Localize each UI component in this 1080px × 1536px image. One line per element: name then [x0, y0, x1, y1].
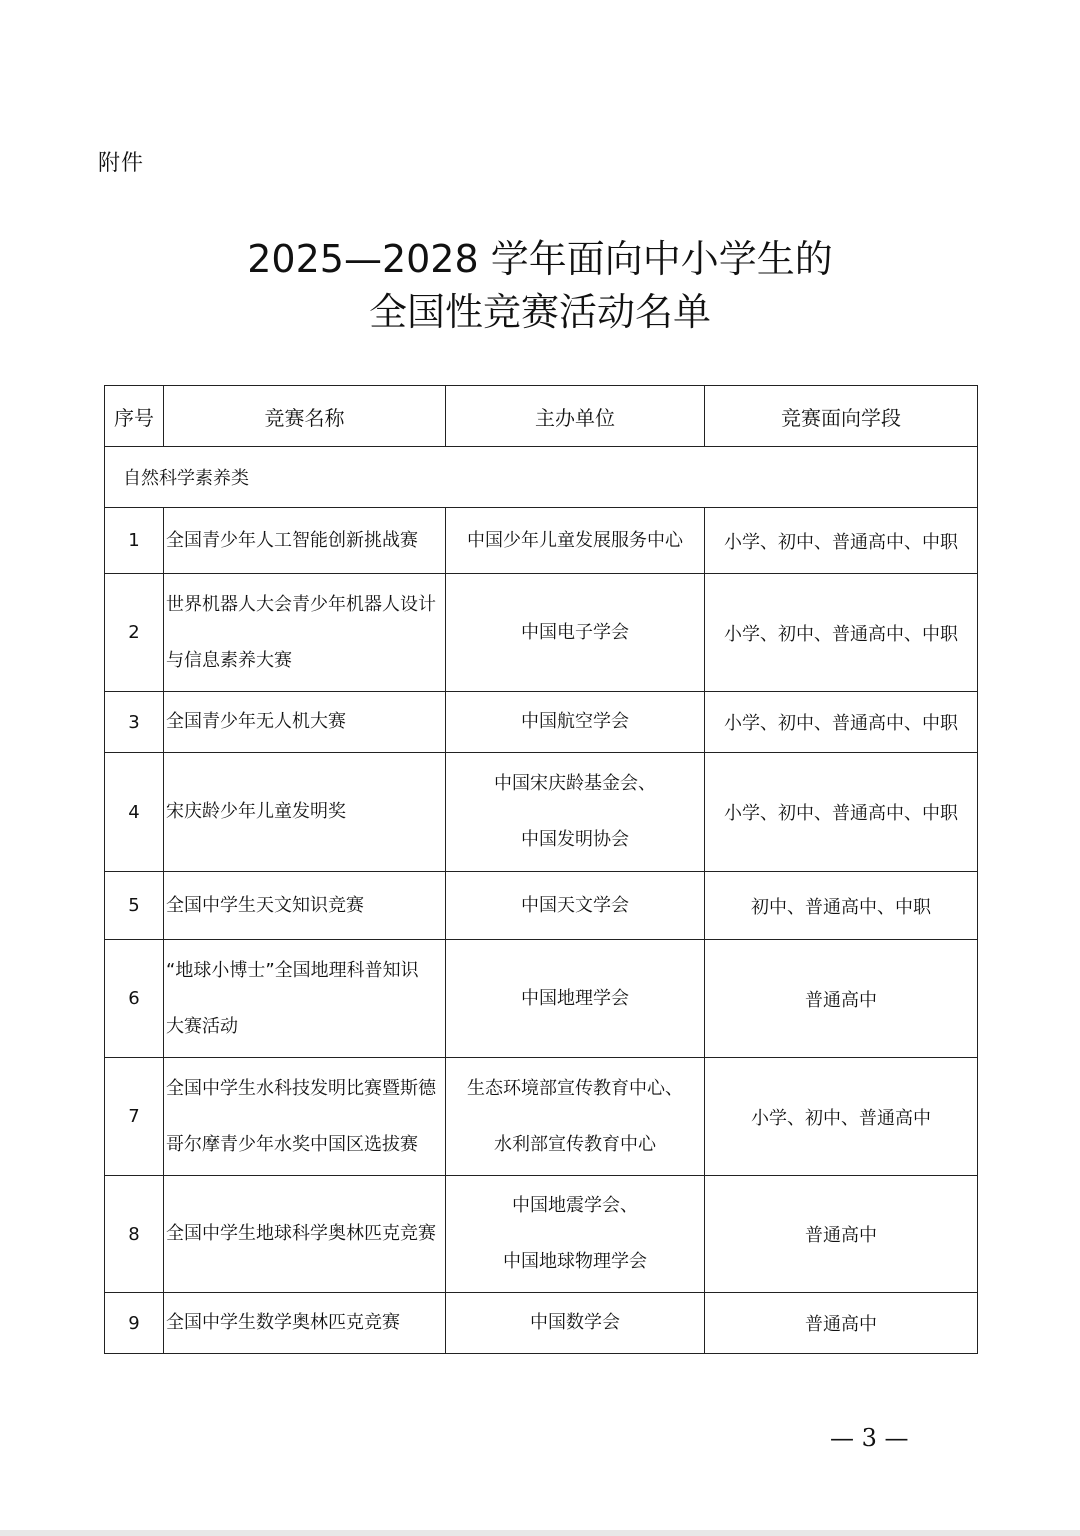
organizer: 中国地震学会、 中国地球物理学会 — [446, 1176, 705, 1293]
row-no: 7 — [105, 1058, 164, 1176]
table-row — [105, 1058, 978, 1176]
school-stage: 普通高中 — [705, 1293, 978, 1354]
competition-name: 全国中学生地球科学奥林匹克竞赛 — [164, 1176, 446, 1293]
organizer: 中国航空学会 — [446, 692, 705, 753]
header-no: 序号 — [105, 386, 164, 447]
school-stage: 初中、普通高中、中职 — [705, 872, 978, 940]
row-no: 3 — [105, 692, 164, 753]
school-stage: 普通高中 — [705, 1176, 978, 1293]
row-no: 1 — [105, 508, 164, 574]
table-row — [105, 872, 978, 940]
table-row — [105, 1293, 978, 1354]
document-title-line-1: 2025—2028 学年面向中小学生的 — [247, 237, 833, 281]
header-name: 竞赛名称 — [164, 386, 446, 447]
organizer: 中国天文学会 — [446, 872, 705, 940]
category-row — [105, 447, 978, 508]
organizer: 生态环境部宣传教育中心、 水利部宣传教育中心 — [446, 1058, 705, 1176]
row-no: 8 — [105, 1176, 164, 1293]
competition-name: 全国青少年无人机大赛 — [164, 692, 446, 753]
row-no: 5 — [105, 872, 164, 940]
school-stage: 小学、初中、普通高中、中职 — [705, 692, 978, 753]
organizer: 中国地理学会 — [446, 940, 705, 1058]
organizer: 中国少年儿童发展服务中心 — [446, 508, 705, 574]
school-stage: 普通高中 — [705, 940, 978, 1058]
school-stage: 小学、初中、普通高中、中职 — [705, 574, 978, 692]
table-header-row — [105, 386, 978, 447]
row-no: 6 — [105, 940, 164, 1058]
competition-table — [104, 385, 978, 1354]
table-row — [105, 574, 978, 692]
organizer: 中国电子学会 — [446, 574, 705, 692]
table-row — [105, 940, 978, 1058]
competition-name: 全国中学生数学奥林匹克竞赛 — [164, 1293, 446, 1354]
attachment-label: 附件 — [98, 151, 145, 176]
competition-name: 全国中学生天文知识竞赛 — [164, 872, 446, 940]
table-row — [105, 692, 978, 753]
school-stage: 小学、初中、普通高中、中职 — [705, 508, 978, 574]
competition-name: 全国青少年人工智能创新挑战赛 — [164, 508, 446, 574]
table-row — [105, 1176, 978, 1293]
competition-name: 全国中学生水科技发明比赛暨斯德 哥尔摩青少年水奖中国区选拔赛 — [164, 1058, 446, 1176]
school-stage: 小学、初中、普通高中 — [705, 1058, 978, 1176]
row-no: 9 — [105, 1293, 164, 1354]
school-stage: 小学、初中、普通高中、中职 — [705, 753, 978, 872]
competition-name: 世界机器人大会青少年机器人设计 与信息素养大赛 — [164, 574, 446, 692]
organizer: 中国数学会 — [446, 1293, 705, 1354]
header-org: 主办单位 — [446, 386, 705, 447]
page-number: — 3 — — [830, 1424, 909, 1452]
row-no: 4 — [105, 753, 164, 872]
competition-name: 宋庆龄少年儿童发明奖 — [164, 753, 446, 872]
header-stage: 竞赛面向学段 — [705, 386, 978, 447]
page-bottom-edge — [0, 1530, 1080, 1536]
category-label: 自然科学素养类 — [105, 447, 978, 508]
table-row — [105, 508, 978, 574]
organizer: 中国宋庆龄基金会、 中国发明协会 — [446, 753, 705, 872]
row-no: 2 — [105, 574, 164, 692]
table-row — [105, 753, 978, 872]
competition-name: “地球小博士”全国地理科普知识 大赛活动 — [164, 940, 446, 1058]
document-title-line-2: 全国性竞赛活动名单 — [368, 290, 711, 334]
